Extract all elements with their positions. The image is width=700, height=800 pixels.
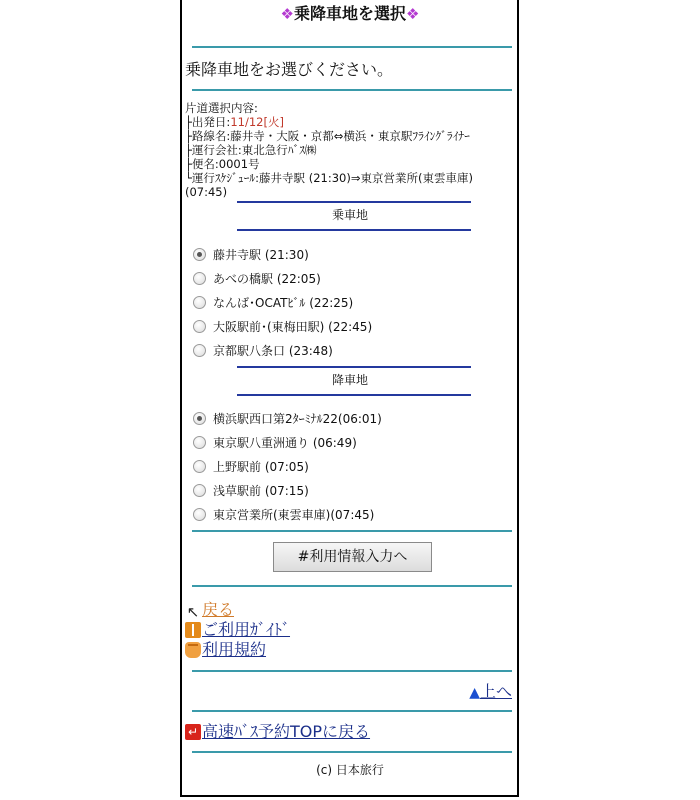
copyright: (c) 日本旅行 (316, 763, 384, 777)
radio-button[interactable] (193, 484, 206, 497)
trip-date-row (185, 115, 515, 129)
terms-link[interactable] (185, 640, 266, 660)
intro-text: 乗降車地をお選びください。 (185, 60, 394, 79)
return-icon: ↵ (185, 724, 201, 740)
boarding-option[interactable] (193, 316, 372, 336)
alighting-option[interactable] (193, 504, 374, 524)
radio-button[interactable] (193, 320, 206, 333)
divider (192, 670, 512, 672)
back-link-text[interactable]: 戻る (202, 600, 235, 619)
option-label: 上野駅前 (07:05) (213, 459, 309, 474)
diamond-icon: ❖ (280, 5, 294, 23)
radio-button[interactable] (193, 436, 206, 449)
home-link-text[interactable]: 高速ﾊﾞｽ予約TOPに戻る (202, 722, 371, 741)
page-title-text: 乗降車地を選択 (293, 4, 406, 23)
option-label: 東京駅八重洲通り (06:49) (213, 435, 357, 450)
trip-date-value: 11/12[火] (230, 115, 284, 129)
page-top-link-text[interactable]: 上へ (479, 682, 512, 701)
page-title (185, 4, 515, 24)
option-label: 東京営業所(東雲車庫)(07:45) (213, 507, 375, 522)
option-label: なんば･OCATﾋﾞﾙ (22:25) (213, 295, 354, 310)
page-top-link[interactable] (469, 682, 512, 703)
divider (192, 89, 512, 91)
section-divider (237, 201, 471, 203)
hand-icon (185, 642, 201, 658)
section-divider (237, 366, 471, 368)
trip-route: ├路線名:藤井寺・大阪・京都⇔横浜・東京駅ﾌﾗｲﾝｸﾞﾗｲﾅｰ (185, 129, 470, 143)
arrow-up-left-icon: ↖ (186, 603, 200, 621)
boarding-section-title: 乗車地 (331, 208, 368, 222)
guide-link-text[interactable]: ご利用ｶﾞｲﾄﾞ (202, 620, 291, 639)
option-label: 京都駅八条口 (23:48) (213, 343, 333, 358)
option-label: 横浜駅西口第2ﾀｰﾐﾅﾙ22(06:01) (213, 411, 382, 426)
divider (192, 46, 512, 48)
option-label: 藤井寺駅 (21:30) (213, 247, 309, 262)
guide-link[interactable] (185, 620, 290, 640)
alighting-option[interactable] (193, 480, 309, 500)
trip-info (185, 101, 515, 199)
trip-operator: ├運行会社:東北急行ﾊﾞｽ㈱ (185, 143, 317, 157)
boarding-option[interactable] (193, 292, 353, 312)
terms-link-text[interactable]: 利用規約 (202, 640, 267, 659)
trip-date-label: ├出発日: (185, 115, 231, 129)
home-link[interactable] (185, 722, 370, 742)
alighting-option[interactable] (193, 408, 382, 428)
option-label: あべの橋駅 (22:05) (213, 271, 321, 286)
diamond-icon: ❖ (406, 5, 420, 23)
boarding-option[interactable] (193, 268, 321, 288)
section-divider (237, 394, 471, 396)
divider (192, 710, 512, 712)
alighting-option[interactable] (193, 432, 357, 452)
section-divider (237, 229, 471, 231)
radio-button[interactable] (193, 272, 206, 285)
divider (192, 530, 512, 532)
radio-button[interactable] (193, 344, 206, 357)
option-label: 浅草駅前 (07:15) (213, 483, 309, 498)
alighting-section-title: 降車地 (331, 373, 368, 387)
alighting-option[interactable] (193, 456, 309, 476)
back-link[interactable] (185, 600, 234, 620)
divider (192, 585, 512, 587)
radio-button[interactable] (193, 296, 206, 309)
mobile-page-frame (180, 0, 519, 797)
boarding-option[interactable] (193, 340, 333, 360)
trip-info-heading: 片道選択内容: (185, 101, 258, 115)
trip-flight: ├便名:0001号 (185, 157, 260, 171)
radio-button[interactable] (193, 412, 206, 425)
divider (192, 751, 512, 753)
boarding-option[interactable] (193, 244, 309, 264)
triangle-up-icon: ▲ (469, 685, 480, 701)
radio-button[interactable] (193, 460, 206, 473)
option-label: 大阪駅前･(東梅田駅) (22:45) (213, 319, 373, 334)
proceed-to-user-info-button[interactable]: #利用情報入力へ (273, 542, 432, 572)
trip-schedule: └運行ｽｹｼﾞｭｰﾙ:藤井寺駅 (21:30)⇒東京営業所(東雲車庫)(07:45) (185, 171, 473, 199)
radio-button[interactable] (193, 508, 206, 521)
radio-button[interactable] (193, 248, 206, 261)
book-icon (185, 622, 201, 638)
